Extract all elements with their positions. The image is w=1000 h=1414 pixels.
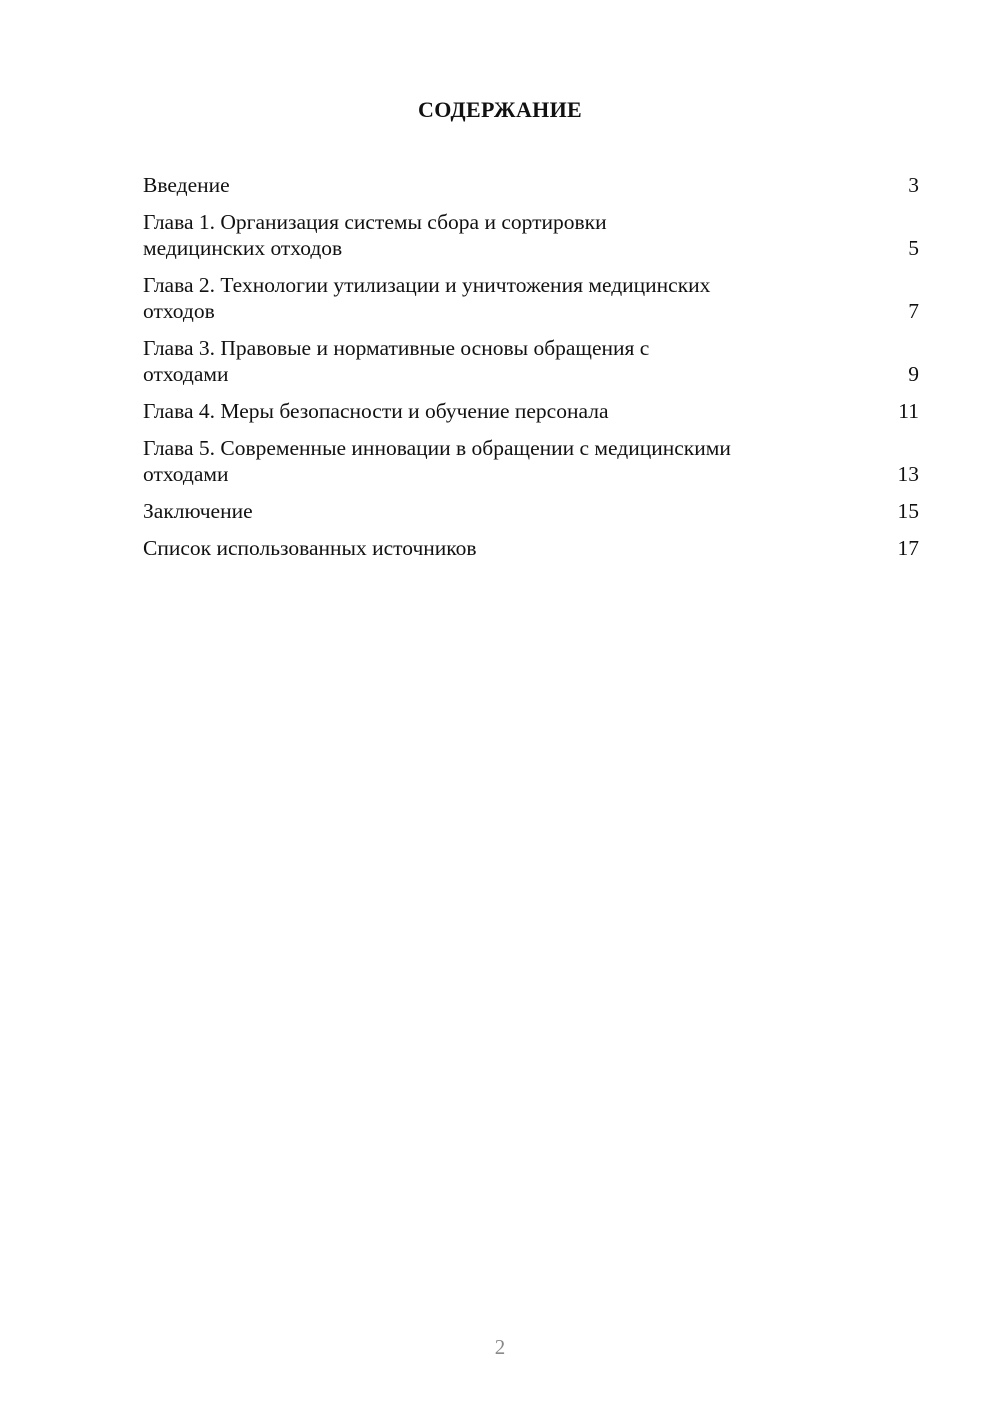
toc-entry-chapter-4 bbox=[143, 398, 919, 424]
toc-entry-text: Заключение bbox=[143, 499, 253, 523]
toc-entry-text: Глава 3. Правовые и нормативные основы обращения с отходами bbox=[143, 336, 650, 386]
toc-entry-page: 15 bbox=[897, 499, 919, 523]
toc-entry-page: 7 bbox=[908, 299, 919, 323]
toc-entry-page: 5 bbox=[908, 236, 919, 260]
toc-entry-text: Список использованных источников bbox=[143, 536, 477, 560]
toc-entry-chapter-1 bbox=[143, 209, 919, 261]
toc-entry-text: Глава 5. Современные инновации в обращении с медицинскими отходами bbox=[143, 436, 731, 486]
toc-entry-chapter-3 bbox=[143, 335, 919, 387]
toc-entry-page: 13 bbox=[897, 462, 919, 486]
toc-entry-introduction bbox=[143, 172, 919, 198]
toc-entry-chapter-5 bbox=[143, 435, 919, 487]
toc-entry-page: 9 bbox=[908, 362, 919, 386]
toc-entry-text: Глава 2. Технологии утилизации и уничтожения медицинских отходов bbox=[143, 273, 711, 323]
page-title: СОДЕРЖАНИЕ bbox=[418, 97, 582, 122]
toc-entry-chapter-2 bbox=[143, 272, 919, 324]
toc-entry-conclusion bbox=[143, 498, 919, 524]
page-number: 2 bbox=[494, 1335, 506, 1359]
toc-entry-text: Глава 1. Организация системы сбора и сортировки медицинских отходов bbox=[143, 210, 607, 260]
toc-entry-references bbox=[143, 535, 919, 561]
toc-entry-text: Глава 4. Меры безопасности и обучение персонала bbox=[143, 399, 609, 423]
table-of-contents bbox=[143, 172, 919, 572]
toc-entry-page: 3 bbox=[908, 173, 919, 197]
toc-entry-page: 17 bbox=[897, 536, 919, 560]
toc-entry-page: 11 bbox=[898, 399, 919, 423]
toc-entry-text: Введение bbox=[143, 173, 230, 197]
